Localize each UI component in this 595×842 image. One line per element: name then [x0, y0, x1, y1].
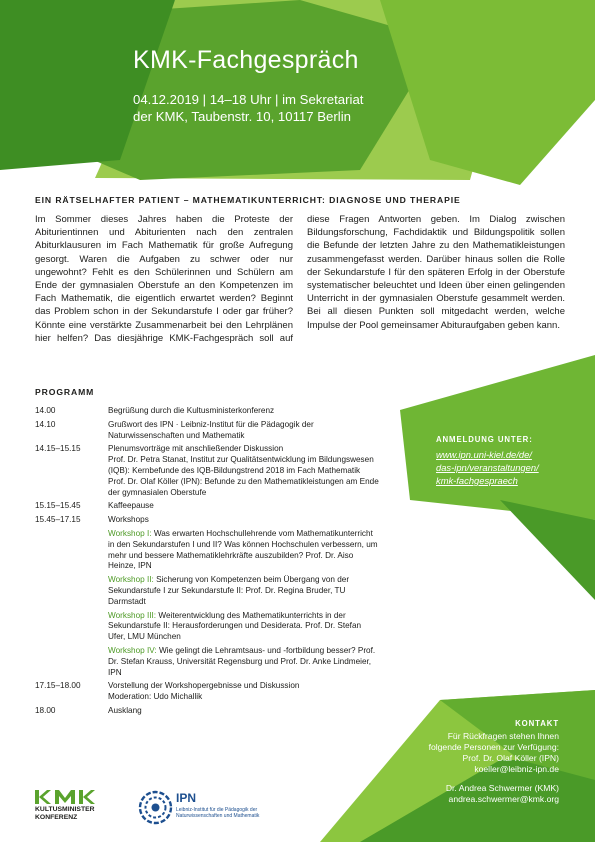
- workshop-label: Workshop I:: [108, 528, 152, 538]
- talk-stanat: Prof. Dr. Petra Stanat, Institut zur Qualitätsentwicklung im Bildungswesen (IQB): Kernbefunde des IQB-Bildungstrend 2018 im Fach Mathematik: [108, 455, 374, 475]
- moderation: Moderation: Udo Michallik: [108, 692, 203, 702]
- workshop-label: Workshop IV:: [108, 645, 157, 655]
- event-details: [133, 91, 363, 125]
- contact-label: KONTAKT: [515, 719, 559, 728]
- ipn-sub-line-2: Naturwissenschaften und Mathematik: [176, 813, 260, 819]
- contact-box: [319, 718, 559, 805]
- event-location: der KMK, Taubenstr. 10, 10117 Berlin: [133, 109, 351, 124]
- contact-person-1: Prof. Dr. Olaf Köller (IPN): [462, 753, 559, 763]
- program-row: [35, 444, 380, 498]
- registration-link-line-1[interactable]: www.ipn.uni-kiel.de/de/: [436, 449, 532, 460]
- event-date-time: 04.12.2019 | 14–18 Uhr | im Sekretariat: [133, 92, 364, 107]
- program-time: 18.00: [35, 705, 56, 715]
- program-list: [35, 406, 380, 720]
- program-time: 14.10: [35, 419, 56, 429]
- program-time: 15.45–17.15: [35, 515, 81, 525]
- program-time: 15.15–15.45: [35, 501, 81, 511]
- talk-koeller: Prof. Dr. Olaf Köller (IPN): Befunde zu den Mathematikleistungen am Ende der gymnasialen Oberstufe: [108, 476, 379, 497]
- kmk-line-2: KONFERENZ: [35, 814, 78, 821]
- program-desc-block: [108, 444, 380, 498]
- program-desc: Ausklang: [108, 705, 142, 715]
- intro-text: Im Sommer dieses Jahres haben die Proteste der Abiturientinnen und Abiturienten nach den zentralen Abiturklausuren im Fach Mathematik für große Aufregung gesorgt. Waren die Aufgaben zu schwer oder nur ungewohnt? Fehlt es den Schülerinnen und Schülern am Ende der gymnasialen Oberstufe an den Kompetenzen im Fach Mathematik, die eigentlich erwartet werden? Beginnt das Problem schon in der Sekundarstufe I oder gar früher? Könnte eine verstärkte Zusammenarbeit bei den Lehrplänen hier helfen? Das diesjährige KMK-Fachgespräch soll auf diese Fragen Antworten geben. Im Dialog zwischen Bildungsforschung, Fachdidaktik und Bildungspolitik sollen die Befunde der letzten Jahre zu den Mathematikleistungen zusammengefasst werden. Darüber hinaus sollen die Rolle der Sekundarstufe I für den späteren Erfolg in der Oberstufe systematischer beleuchtet und Ideen über einen gelingenden Unterricht in der gymnasialen Oberstufe gesammelt werden. Bei all diesen Punkten soll mitgedacht werden, welche Impulse der Pool gemeinsamer Abituraufgaben geben kann.: [35, 214, 565, 344]
- ipn-logo-icon: [138, 790, 173, 825]
- program-desc: Workshops: [108, 515, 149, 525]
- kmk-line-1: KULTUSMINISTER: [35, 806, 95, 813]
- kmk-logo-text: [35, 806, 95, 822]
- intro-heading: EIN RÄTSELHAFTER PATIENT – MATHEMATIKUNTERRICHT: DIAGNOSE UND THERAPIE: [35, 195, 461, 205]
- program-desc: Grußwort des IPN · Leibniz-Institut für die Pädagogik der Naturwissenschaften und Mathematik: [108, 419, 314, 440]
- contact-email-2[interactable]: andrea.schwermer@kmk.org: [448, 794, 559, 804]
- program-desc-block: [108, 515, 380, 678]
- workshop-text: Was erwarten Hochschullehrende vom Mathematikunterricht in den Sekundarstufen I und II? Was können Hochschulen verbessern, um mehr und bessere Mathematiklehrkräfte auszubilden? Prof. Dr. Aiso Heinze, IPN: [108, 528, 378, 571]
- program-row: [35, 681, 380, 703]
- program-desc: Plenumsvorträge mit anschließender Diskussion: [108, 444, 284, 454]
- program-time: 14.00: [35, 406, 56, 415]
- program-desc-block: [108, 681, 380, 703]
- program-row: [35, 406, 380, 417]
- ipn-sub-line-1: Leibniz-Institut für die Pädagogik der: [176, 807, 258, 813]
- workshop-text: Wie gelingt die Lehramtsaus- und -fortbildung besser? Prof. Dr. Stefan Krauss, Universität Regensburg und Prof. Dr. Anke Lindmeier, IPN: [108, 645, 376, 677]
- workshop-item: [108, 575, 380, 607]
- program-row: [35, 501, 380, 512]
- registration-link-line-3[interactable]: kmk-fachgespraech: [436, 475, 518, 486]
- contact-intro-1: Für Rückfragen stehen Ihnen: [447, 731, 559, 741]
- workshop-item: [108, 529, 380, 572]
- workshop-text: Weiterentwicklung des Mathematikunterrichts in der Sekundarstufe II: Herausforderungen und Desiderata. Prof. Dr. Stefan Ufer, LMU München: [108, 610, 362, 642]
- program-row: [35, 706, 380, 717]
- workshop-label: Workshop II:: [108, 575, 154, 585]
- program-row: [35, 420, 380, 442]
- program-heading: PROGRAMM: [35, 387, 95, 397]
- contact-intro-2: folgende Personen zur Verfügung:: [428, 742, 559, 752]
- ipn-subtitle: [176, 807, 259, 819]
- workshop-text: Sicherung von Kompetenzen beim Übergang von der Sekundarstufe I zur Sekundarstufe II: Prof. Dr. Regina Bruder, TU Darmstadt: [108, 575, 350, 606]
- workshop-item: [108, 646, 380, 678]
- contact-person-2: Dr. Andrea Schwermer (KMK): [445, 783, 559, 793]
- ipn-name: IPN: [176, 791, 197, 805]
- program-time: 17.15–18.00: [35, 681, 81, 691]
- program-time: 14.15–15.15: [35, 444, 81, 454]
- registration-link-line-2[interactable]: das-ipn/veranstaltungen/: [436, 462, 539, 473]
- program-row: [35, 515, 380, 678]
- contact-email-1[interactable]: koeller@leibniz-ipn.de: [474, 764, 559, 774]
- workshop-label: Workshop III:: [108, 610, 157, 620]
- program-desc: Vorstellung der Workshopergebnisse und Diskussion: [108, 681, 300, 691]
- program-desc: Kaffeepause: [108, 501, 154, 511]
- workshop-item: [108, 611, 380, 643]
- program-desc: Begrüßung durch die Kultusministerkonferenz: [108, 406, 275, 415]
- registration-box: [436, 435, 576, 487]
- registration-label: ANMELDUNG UNTER:: [436, 435, 533, 444]
- page-title: KMK-Fachgespräch: [133, 46, 359, 74]
